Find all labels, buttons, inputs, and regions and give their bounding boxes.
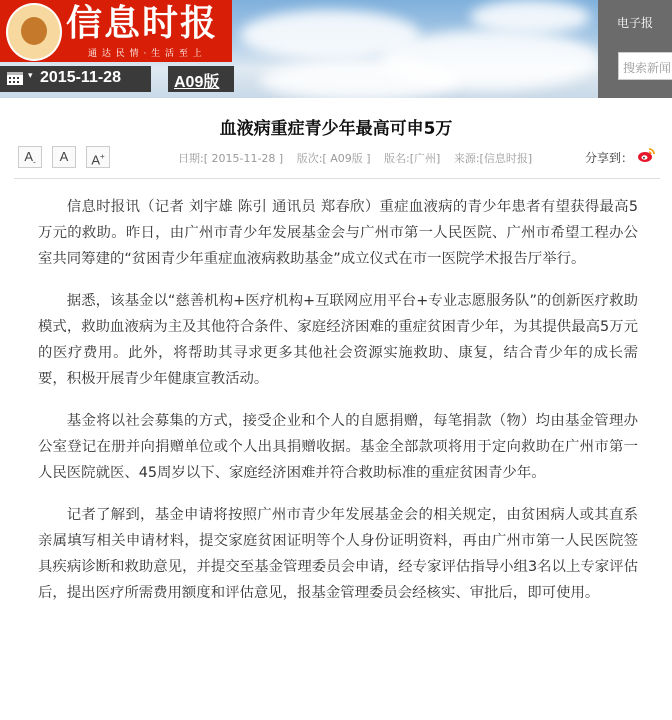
- meta-edition: 版次:[ A09版 ]: [296, 152, 371, 165]
- logo-slogan: 通 达 民 情 · 生 活 至 上: [88, 49, 203, 59]
- article-title: 血液病重症青少年最高可申5万: [219, 119, 453, 139]
- font-larger-label: A: [91, 152, 100, 168]
- font-normal-label: A: [59, 149, 69, 164]
- title-divider: [14, 178, 660, 179]
- font-smaller-button[interactable]: $A_-$: [18, 146, 42, 168]
- calendar-icon: [6, 70, 24, 86]
- meta-date: 日期:[ 2015-11-28 ]: [178, 152, 284, 165]
- sky-cloud: [470, 0, 590, 34]
- chevron-down-icon: ▾: [28, 71, 33, 81]
- logo-title: 信息时报: [66, 3, 219, 44]
- epaper-link[interactable]: 电子报: [617, 16, 654, 30]
- edition-label[interactable]: A09版: [174, 74, 220, 91]
- masthead-banner: [0, 0, 672, 98]
- font-smaller-label: A: [24, 149, 33, 164]
- sky-cloud: [260, 60, 460, 98]
- meta-section: 版名:[广州]: [384, 152, 441, 165]
- weibo-share-icon[interactable]: [637, 147, 655, 163]
- article-paragraph: 基金将以社会募集的方式，接受企业和个人的自愿捐赠，每笔捐款（物）均由基金管理办公室登记在册并向捐赠单位或个人出具捐赠收据。基金全部款项将用于定向救助在广州市第一人民医院就医、45周岁以下、家庭经济困难并符合救助标准的重症贫困青少年。: [38, 413, 638, 481]
- issue-date: 2015-11-28: [40, 69, 121, 86]
- share-label: 分享到：: [585, 151, 634, 165]
- article-paragraph: 信息时报讯（记者 刘宇雄 陈引 通讯员 郑春欣）重症血液病的青少年患者有望获得最高5万元的救助。昨日，由广州市青少年发展基金会与广州市第一人民医院、广州市希望工程办公室共同筹建的“贫困青少年重症血液病救助基金”成立仪式在市一医院学术报告厅举行。: [38, 199, 638, 267]
- newspaper-logo[interactable]: [0, 0, 232, 62]
- meta-source: 来源:[信息时报]: [453, 152, 533, 165]
- search-input[interactable]: 搜索新闻: [618, 52, 672, 80]
- article-paragraph: 记者了解到，基金申请将按照广州市青少年发展基金会的相关规定，由贫困病人或其直系亲属填写相关申请材料，提交家庭贫困证明等个人身份证明资料，再由广州市第一人民医院签具疾病诊断和救助意见，并提交至基金管理委员会申请，经专家评估指导小组3名以上专家评估后，提出医疗所需费用额度和评估意见，报基金管理委员会经核实、审批后，即可使用。: [38, 507, 638, 601]
- article-paragraph: 据悉，该基金以“慈善机构+医疗机构+互联网应用平台+专业志愿服务队”的创新医疗救助模式，救助血液病为主及其他符合条件、家庭经济困难的重症贫困青少年，为其提供最高5万元的医疗费用。此外，将帮助其寻求更多其他社会资源实施救助、康复，结合青少年的成长需要，积极开展青少年健康宣教活动。: [38, 293, 638, 387]
- article-body: [38, 194, 638, 622]
- date-selector[interactable]: [0, 66, 151, 92]
- lion-emblem-icon: [6, 3, 62, 61]
- edition-selector[interactable]: [168, 66, 234, 92]
- font-larger-button[interactable]: A+: [86, 146, 110, 168]
- article-meta: [178, 150, 542, 166]
- font-normal-button[interactable]: [52, 146, 76, 168]
